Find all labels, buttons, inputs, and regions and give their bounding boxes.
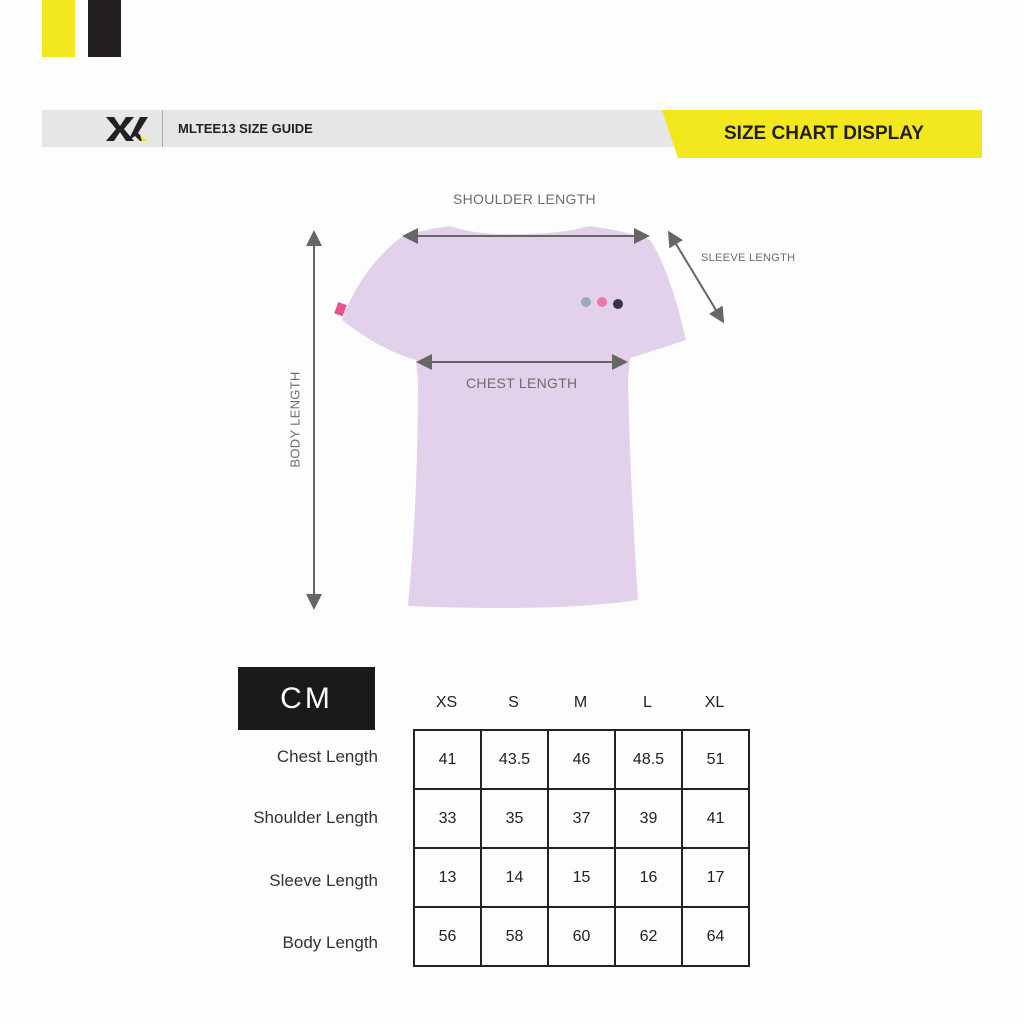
size-header: XS	[435, 694, 458, 711]
tshirt	[342, 226, 686, 608]
sleeve-label: SLEEVE LENGTH	[701, 252, 796, 264]
table-row	[414, 730, 749, 789]
cell: 39	[615, 789, 682, 848]
size-header: S	[508, 694, 519, 711]
cell: 41	[682, 789, 749, 848]
page-title: MLTEE13 SIZE GUIDE	[178, 121, 313, 136]
unit-label: CM	[238, 667, 375, 730]
cell: 17	[682, 848, 749, 907]
cell: 56	[414, 907, 481, 966]
table-row	[414, 907, 749, 966]
shoulder-label: SHOULDER LENGTH	[453, 191, 596, 207]
row-label: Shoulder Length	[253, 808, 378, 827]
sleeve-arrow	[670, 234, 722, 320]
cell: 14	[481, 848, 548, 907]
body-label: BODY LENGTH	[287, 371, 303, 468]
size-header: XL	[704, 694, 725, 711]
size-header: M	[573, 694, 588, 711]
cell: 48.5	[615, 730, 682, 789]
table-row	[414, 789, 749, 848]
banner-title: SIZE CHART DISPLAY	[724, 123, 924, 144]
chest-label: CHEST LENGTH	[466, 375, 578, 391]
cell: 51	[682, 730, 749, 789]
cell: 60	[548, 907, 615, 966]
row-label: Sleeve Length	[269, 871, 378, 890]
cell: 33	[414, 789, 481, 848]
cell: 15	[548, 848, 615, 907]
cell: 62	[615, 907, 682, 966]
row-label: Chest Length	[276, 747, 378, 766]
size-table	[413, 729, 750, 967]
row-label: Body Length	[282, 933, 378, 952]
cell: 46	[548, 730, 615, 789]
cell: 13	[414, 848, 481, 907]
cell: 43.5	[481, 730, 548, 789]
cell: 35	[481, 789, 548, 848]
cell: 58	[481, 907, 548, 966]
cell: 64	[682, 907, 749, 966]
cell: 41	[414, 730, 481, 789]
cell: 16	[615, 848, 682, 907]
size-header: L	[643, 694, 652, 711]
cell: 37	[548, 789, 615, 848]
table-row	[414, 848, 749, 907]
